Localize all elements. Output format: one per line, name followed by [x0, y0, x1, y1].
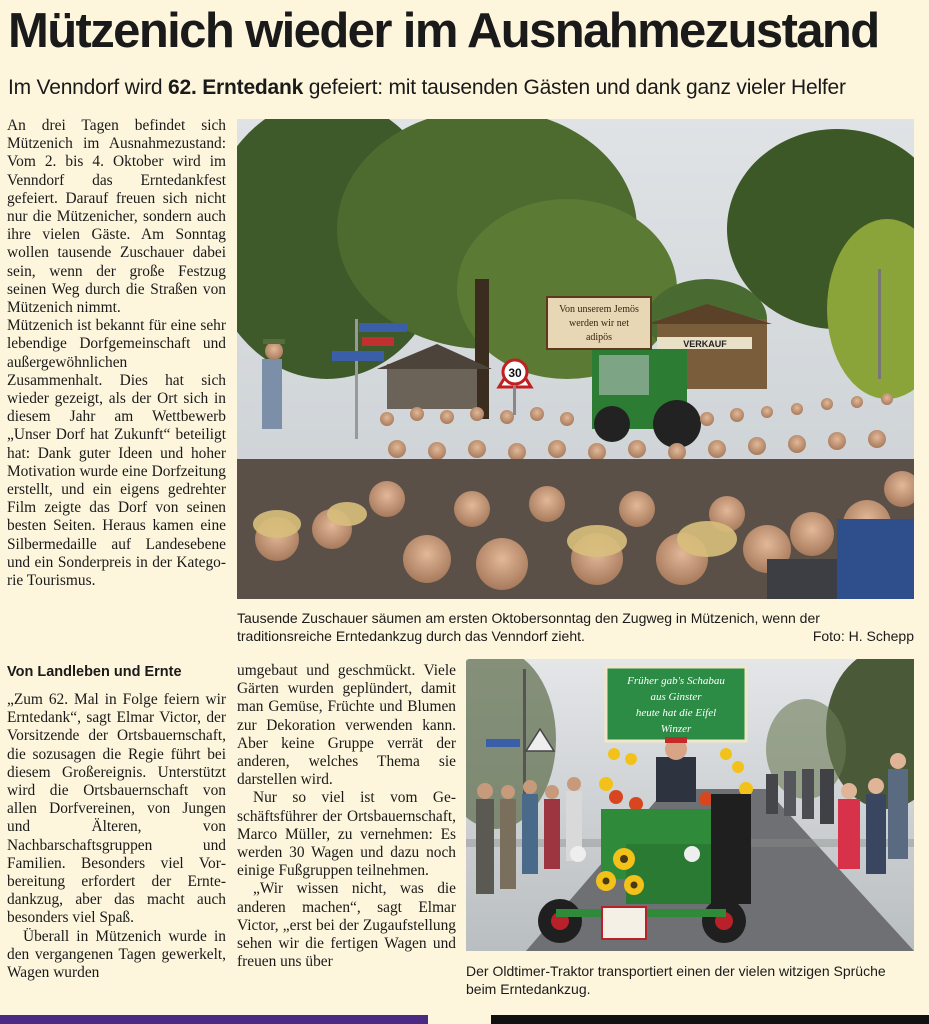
tractor-photo: [466, 659, 914, 951]
tractor-sign-line3: heute hat die Eifel: [635, 707, 717, 719]
subheadline-bold: 62. Erntedank: [168, 76, 304, 99]
paragraph: „Wir wissen nicht, was die anderen machen“, sagt Elmar Victor, „erst bei der Zugaufstellung sehen wir die fertigen Wagen und freuen uns über: [237, 880, 456, 971]
shop-wagon-sign: VERKAUF: [683, 339, 727, 349]
tractor-sign-line2: aus Ginster: [650, 691, 702, 703]
crowd-photo-caption: [237, 609, 914, 645]
article-column-3: [237, 662, 456, 971]
paragraph: Nur so viel ist vom Geschäftsführer der Ortsbauernschaft, Marco Müller, zu vernehmen: Es werden 30 Wagen und dazu noch einige Fußgruppen teilnehmen.: [237, 789, 456, 880]
article-column-2: [7, 662, 226, 982]
caption-text: Tausende Zuschauer säumen am ersten Oktobersonntag den Zugweg in Mützenich, wenn der traditionsreiche Erntedankzug durch das Venndorf zieht.: [237, 610, 820, 644]
crowd-photo-illustration: [237, 119, 914, 599]
bottom-rule-right: [491, 1015, 929, 1024]
bottom-rule-left: [0, 1015, 428, 1024]
tractor-sign-line1: Früher gab's Schabau: [627, 675, 725, 687]
photo-credit: Foto: H. Schepp: [812, 628, 914, 644]
crowd-photo: [237, 119, 914, 599]
banner-sign-line3: adipös: [585, 332, 613, 343]
paragraph: umgebaut und geschmückt. Viele Gärten wurden geplündert, damit man Gemüse, Früchte und Blumen zur Dekoration verwenden kann. Aber keine Gruppe verrät der anderen, welches Thema sie darstellen wird.: [237, 662, 456, 789]
article-column-1: [7, 117, 226, 590]
subheadline: [8, 74, 923, 102]
banner-sign-line2: werden wir net: [569, 318, 629, 329]
tractor-sign-line4: Winzer: [660, 723, 692, 735]
banner-sign-line1: Von unserem Jemös: [559, 304, 639, 315]
subheadline-post: gefeiert: mit tausenden Gästen und dank ganz vieler Helfer: [303, 76, 846, 99]
paragraph: Mützenich ist bekannt für eine sehr lebendige Dorfgemeinschaft und außergewöhnlichen Zusammenhalt. Dies hat sich wieder gezeigt, als der Ort sich in diesem Jahr am Wettbewerb „Unser Dorf hat Zukunft“ beteiligt hat: Dank guter Ideen und hoher Motivation wurde eine Dorfzeitung erstellt, und ein eigens gedrehter Film zeigte das Dorf von seinen besten Seiten. Heraus kamen eine Silbermedaille auf Landesebene und ein Sonderpreis in der Kategorie Tourismus.: [7, 317, 226, 590]
tractor-photo-caption: Der Oldtimer-Traktor transportiert einen der vielen witzigen Sprüche beim Erntedankzug.: [466, 963, 886, 997]
paragraph: An drei Tagen befindet sich Mützenich im Ausnahmezustand: Vom 2. bis 4. Oktober wird im Venndorf das Erntedankfest gefeiert. Darauf freuen sich nicht nur die Mützenicher, sondern auch ihre vielen Gäste. Am Sonntag wollen tausende Zuschauer dabei sein, wenn der große Festzug seinen Weg durch die Straßen von Mützenich nimmt.: [7, 117, 226, 317]
headline: Mützenich wieder im Ausnahmezustand: [8, 4, 879, 58]
tractor-photo-illustration: [466, 659, 914, 951]
paragraph: Überall in Mützenich wurde in den vergangenen Tagen gewerkelt, Wagen wurden: [7, 927, 226, 982]
section-heading: Von Landleben und Ernte: [7, 664, 182, 680]
speed-limit-sign: 30: [508, 366, 522, 380]
subheadline-pre: Im Venndorf wird: [8, 76, 169, 99]
paragraph: „Zum 62. Mal in Folge feiern wir Erntedank“, sagt Elmar Victor, der Vorsitzende der Ortsbauernschaft, die sozusagen die Regie führt bei diesem Großereignis. Unterstützt wird die Ortsbauernschaft von allen Dorfvereinen, von Jungen und Älteren, von Nachbarschaftsgruppen und Familien. Besonders viel Vorbereitung erfordert der Erntedankzug, aber das macht auch besonders viel Spaß.: [7, 691, 226, 927]
